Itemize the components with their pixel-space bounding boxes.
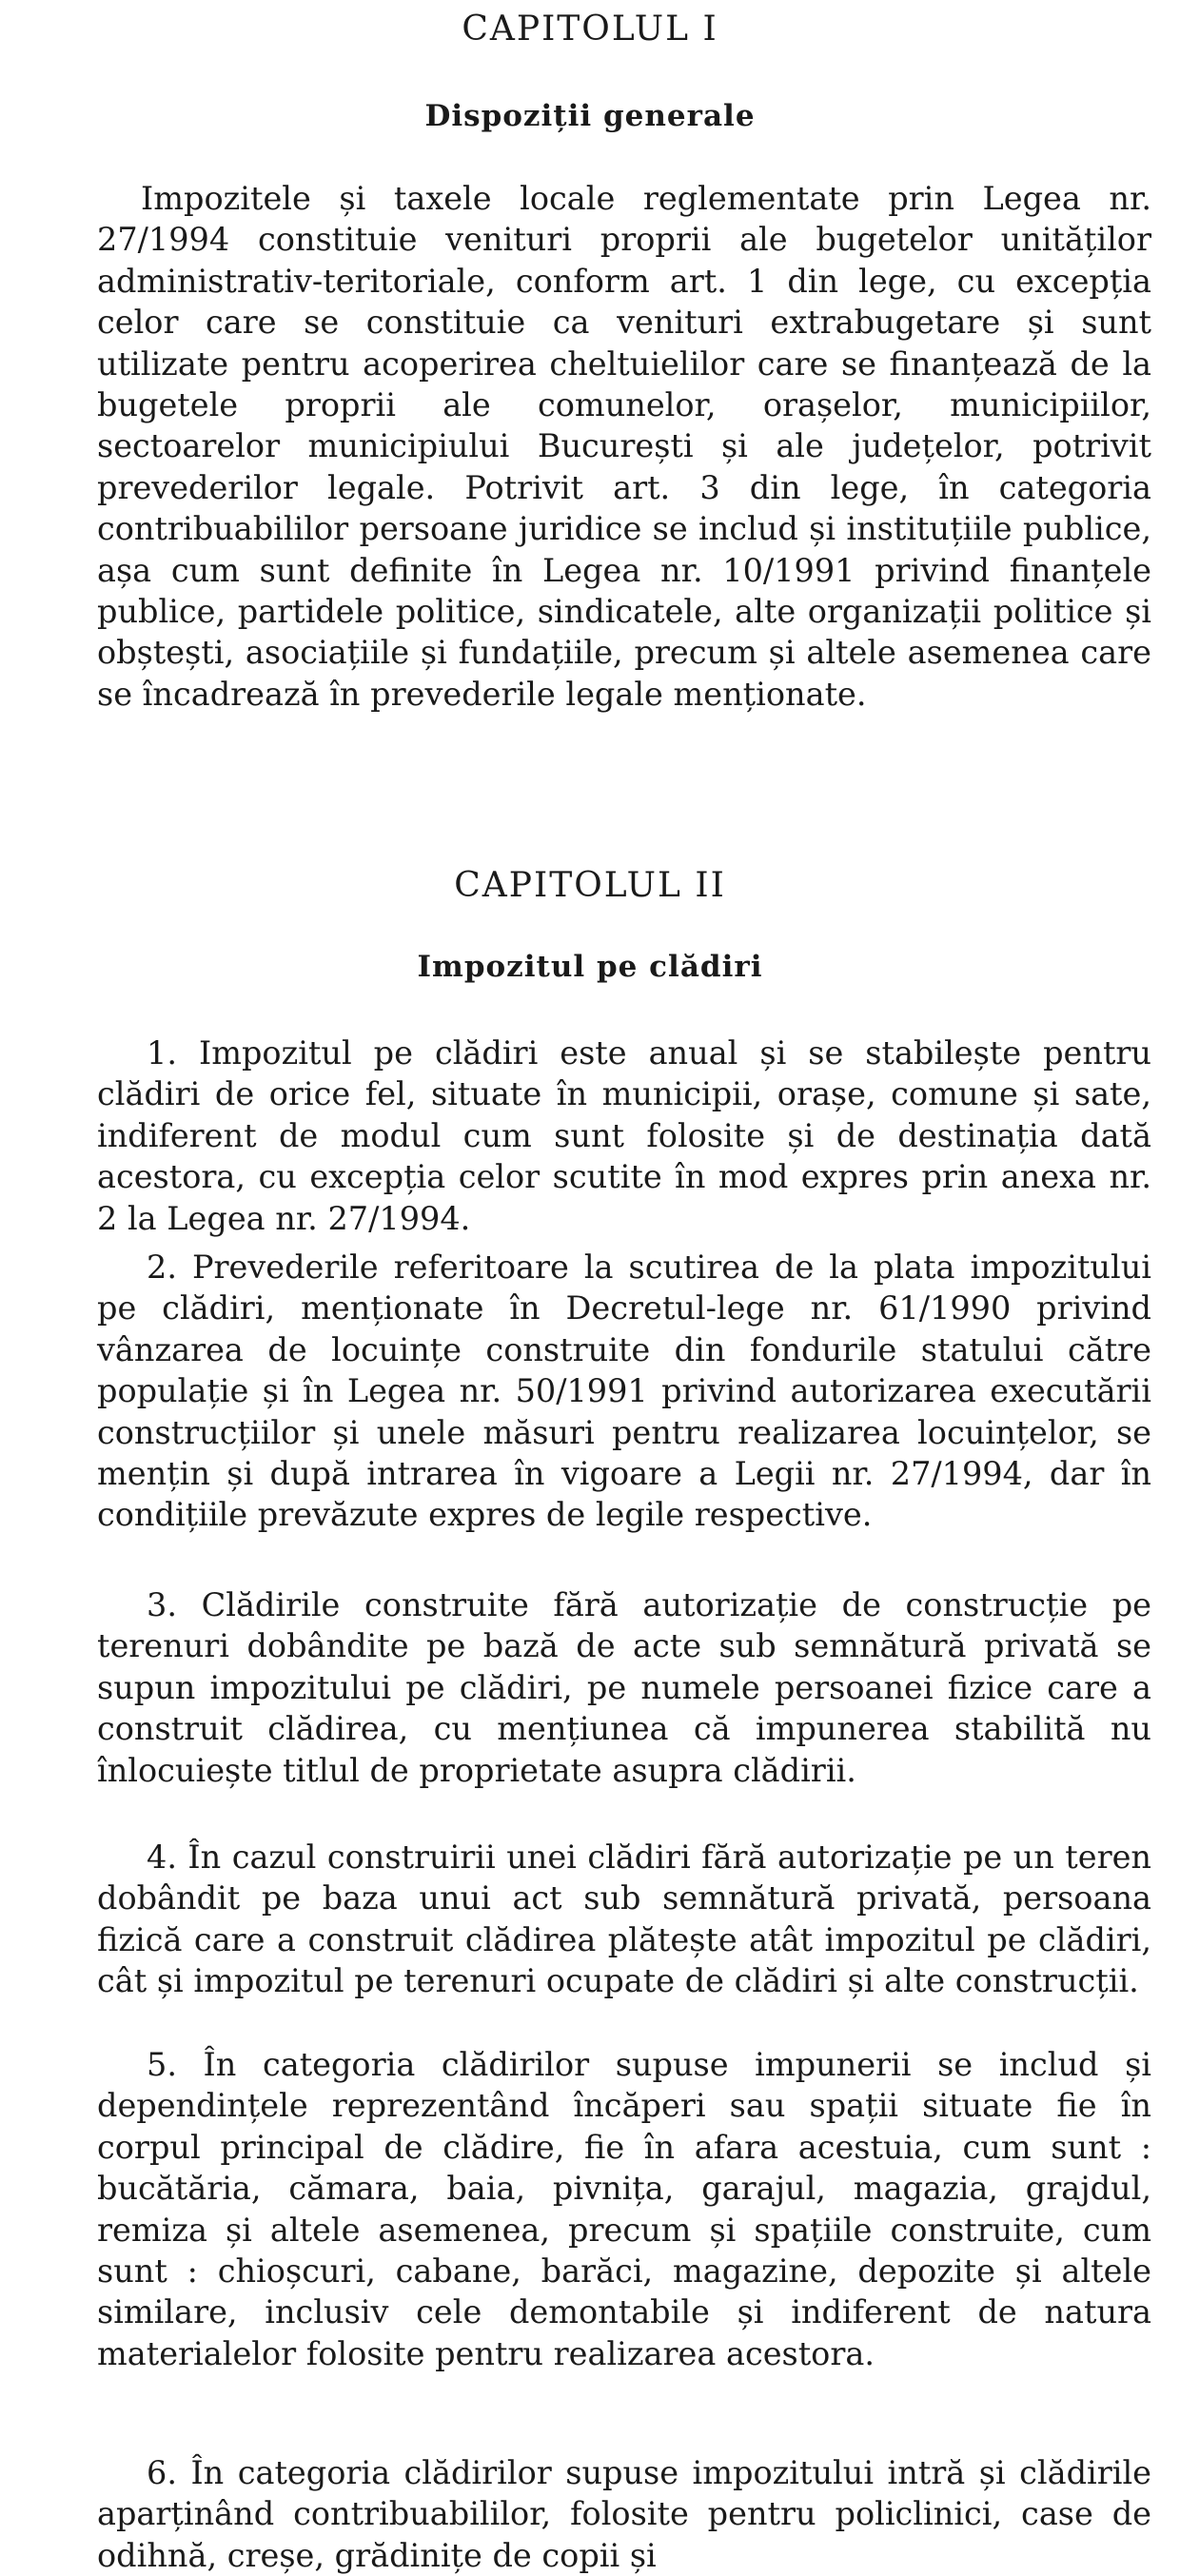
chapter-1-subheading: Dispoziții generale	[424, 99, 756, 133]
article-4-paragraph: 4. În cazul construirii unei clădiri fără autorizație pe un teren dobândit pe baza unui act sub semnătură privată, persoana fizică care a construit clădirea plătește atât impozitul pe clădiri, cât și impozitul pe terenuri ocupate de clădiri și alte construcții.	[97, 1839, 1151, 2000]
article-2-paragraph: 2. Prevederile referitoare la scutirea de la plata impozitului pe clădiri, menționate în Decretul-lege nr. 61/1990 privind vânzarea de locuințe construite din fondurile statului către populație și în Legea nr. 50/1991 privind autorizarea executării construcțiilor și unele măsuri pentru realizarea locuințelor, se mențin și după intrarea în vigoare a Legii nr. 27/1994, dar în condițiile prevăzute expres de legile respective.	[97, 1249, 1151, 1534]
chapter-2-heading: CAPITOLUL II	[454, 866, 726, 905]
article-6-paragraph: 6. În categoria clădirilor supuse impozitului intră și clădirile aparținând contribuabililor, folosite pentru policlinici, case de odihnă, creșe, grădinițe de copii și	[97, 2454, 1151, 2574]
chapter-2-subheading: Impozitul pe clădiri	[417, 950, 763, 984]
article-3-paragraph: 3. Clădirile construite fără autorizație de construcție pe terenuri dobândite pe bază de acte sub semnătură privată se supun impozitului pe clădiri, pe numele persoanei fizice care a construit clădirea, cu mențiunea că impunerea stabilită nu înlocuiește titlul de proprietate asupra clădirii.	[97, 1586, 1151, 1789]
chapter-1-heading: CAPITOLUL I	[462, 10, 718, 49]
article-1-paragraph: 1. Impozitul pe clădiri este anual și se stabilește pentru clădiri de orice fel, situate în municipii, orașe, comune și sate, indiferent de modul cum sunt folosite și de destinația dată acestora, cu excepția celor scutite în mod expres prin anexa nr. 2 la Legea nr. 27/1994.	[97, 1034, 1151, 1237]
article-5-paragraph: 5. În categoria clădirilor supuse impunerii se includ și dependințele reprezentând încăperi sau spații situate fie în corpul principal de clădire, fie în afara acestuia, cum sunt : bucătăria, cămara, baia, pivnița, garajul, magazia, grajdul, remiza și altele asemenea, precum și spațiile construite, cum sunt : chioșcuri, cabane, barăci, magazine, depozite și altele similare, inclusiv cele demontabile și indiferent de natura materialelor folosite pentru realizarea acestora.	[97, 2046, 1151, 2372]
chapter-1-paragraph: Impozitele și taxele locale reglementate prin Legea nr. 27/1994 constituie venituri proprii ale bugetelor unităților administrativ-teritoriale, conform art. 1 din lege, cu excepția celor care se constituie ca venituri extrabugetare și sunt utilizate pentru acoperirea cheltuielilor care se finanțează de la bugetele proprii ale comunelor, orașelor, municipiilor, sectoarelor municipiului București și ale județelor, potrivit prevederilor legale. Potrivit art. 3 din lege, în categoria contribuabililor persoane juridice se includ și instituțiile publice, așa cum sunt definite în Legea nr. 10/1991 privind finanțele publice, partidele politice, sindicatele, alte organizații politice și obștești, asociațiile și fundațiile, precum și altele asemenea care se încadrează în prevederile legale menționate.	[97, 180, 1151, 713]
